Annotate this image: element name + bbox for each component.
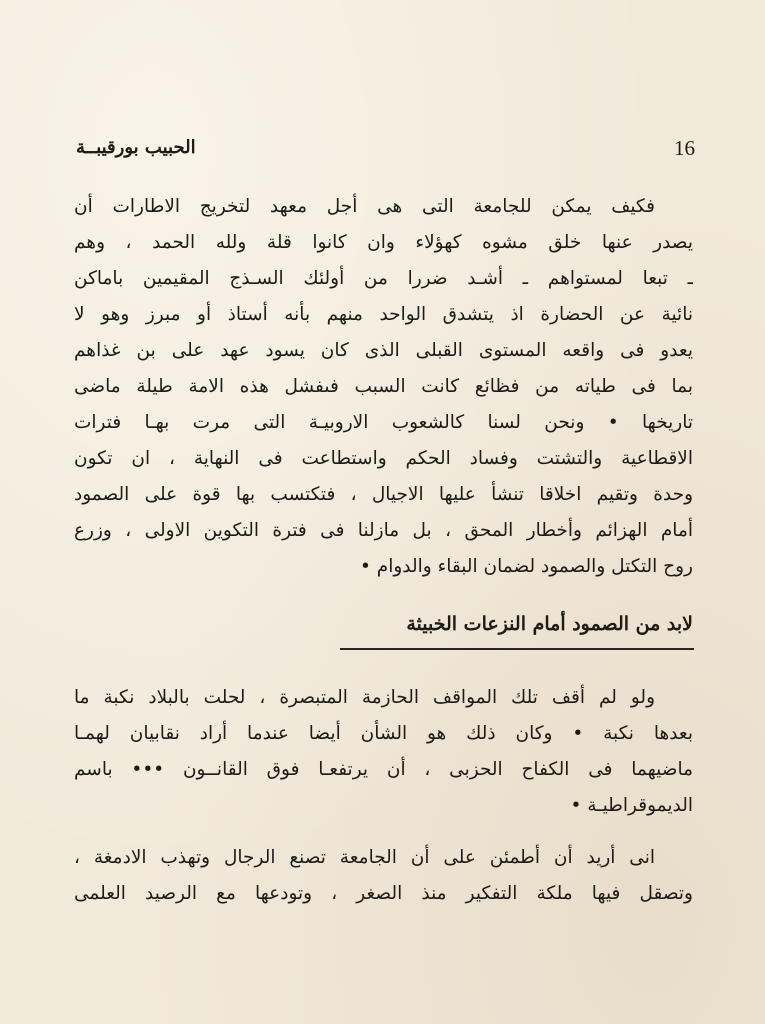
heading-underline xyxy=(340,648,694,650)
paragraph-line: نائية عن الحضارة اذ يتشدق الواحد منهم بأنه أستاذ أو مبرز وهو لا xyxy=(74,304,693,325)
paragraph-line: بما فى طياته من فظائع كانت السبب فىفشل هذه الامة طيلة ماضى xyxy=(74,376,693,397)
running-head xyxy=(76,134,697,164)
section-heading: لابد من الصمود أمام النزعات الخبيثة xyxy=(406,613,693,635)
paragraph-line: الاقطاعية والتشتت وفساد الحكم واستطاعت فى النهاية ، ان تكون xyxy=(74,448,693,469)
paragraph-line: روح التكتل والصمود لضمان البقاء والدوام • xyxy=(359,556,693,577)
running-title: الحبيب بورقيبــة xyxy=(76,137,196,158)
paragraph-line: انى أريد أن أطمئن على أن الجامعة تصنع الرجال وتهذب الادمغة ، xyxy=(74,847,655,868)
paragraph-line: فكيف يمكن للجامعة التى هى أجل معهد لتخريج الاطارات أن xyxy=(74,196,655,217)
paragraph-line: أمام الهزائم وأخطار المحق ، بل مازلنا فى فترة التكوين الاولى ، وزرع xyxy=(74,520,693,541)
paragraph-line: بعدها نكبة • وكان ذلك هو الشأن أيضا عندما أراد نقابيان لهمـا xyxy=(74,723,693,744)
paragraph-line: ولو لم أقف تلك المواقف الحازمة المتبصرة ، لحلت بالبلاد نكبة ما xyxy=(74,687,655,708)
paragraph-2 xyxy=(74,680,693,824)
paragraph-line: يصدر عنها خلق مشوه كهؤلاء وان كانوا قلة ولله الحمد ، وهم xyxy=(74,232,693,253)
paragraph-line: تاريخها • ونحن لسنا كالشعوب الاروبيـة التى مرت بهـا فترات xyxy=(74,412,693,433)
paragraph-line: وتصقل فيها ملكة التفكير منذ الصغر ، وتودعها مع الرصيد العلمى xyxy=(74,883,693,904)
paragraph-line: ماضيهما فى الكفاح الحزبى ، أن يرتفعـا فوق القانــون ••• باسم xyxy=(74,759,693,780)
paragraph-3 xyxy=(74,840,693,912)
paragraph-line: ـ تبعا لمستواهم ـ أشـد ضررا من أولئك السـذج المقيمين باماكن xyxy=(74,268,693,289)
paragraph-line: وحدة وتقيم اخلاقا تنشأ عليها الاجيال ، فتكتسب بها قوة على الصمود xyxy=(74,484,693,505)
page-number: 16 xyxy=(674,136,695,160)
paragraph-line: يعدو فى واقعه المستوى القبلى الذى كان يسود عهد على بن غذاهم xyxy=(74,340,693,361)
paragraph-line: الديموقراطيـة • xyxy=(570,795,693,816)
paragraph-1 xyxy=(74,189,693,585)
